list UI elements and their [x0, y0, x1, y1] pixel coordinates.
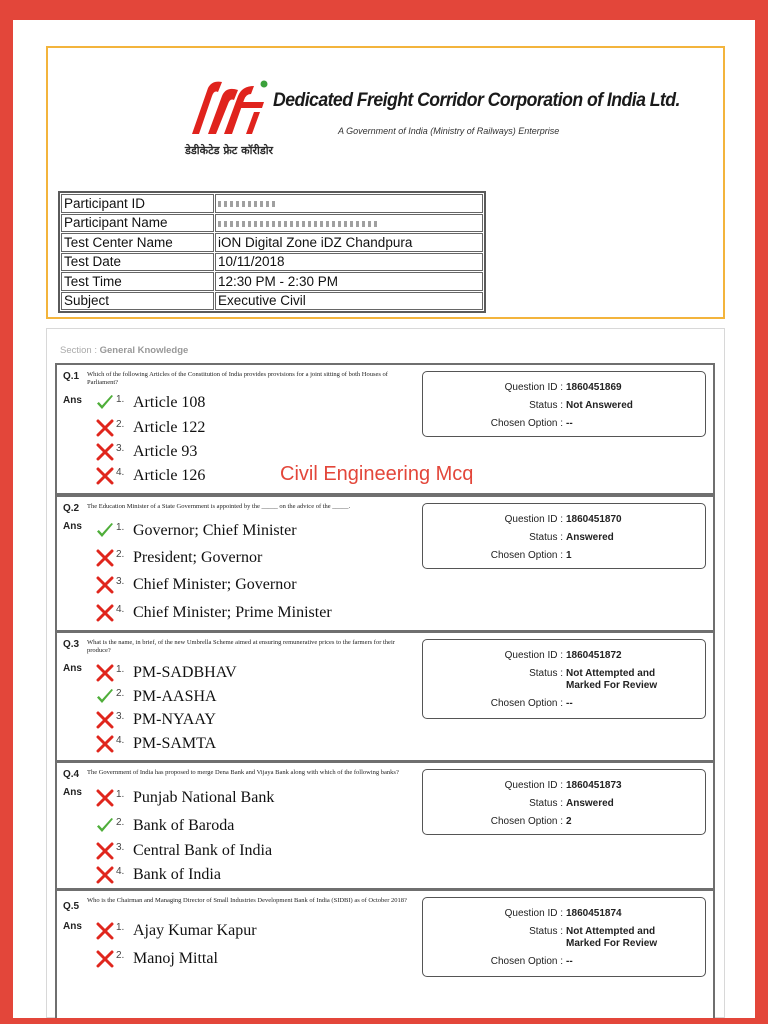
- chosen-option-value: 2: [566, 816, 572, 827]
- section-label: Section : General Knowledge: [60, 345, 189, 356]
- status-label: Status :: [529, 798, 563, 809]
- test-time-value: 12:30 PM - 2:30 PM: [215, 272, 483, 291]
- status-label: Status :: [529, 926, 563, 937]
- status-value: Answered: [566, 532, 614, 543]
- option-4: 4. Bank of India: [95, 865, 221, 885]
- question-info-box: [422, 371, 706, 437]
- subject-value: Executive Civil: [215, 292, 483, 311]
- option-4: 4. Chief Minister; Prime Minister: [95, 603, 332, 623]
- question-number: Q.3: [63, 639, 80, 650]
- question-block-3: [55, 631, 715, 763]
- chosen-option-value: --: [566, 956, 573, 967]
- question-id-label: Question ID :: [504, 650, 563, 661]
- table-row: [61, 214, 483, 233]
- chosen-option-label: Chosen Option :: [490, 550, 563, 561]
- option-4: 4. PM-SAMTA: [95, 734, 216, 754]
- question-info-box: [422, 769, 706, 835]
- question-text: Who is the Chairman and Managing Director of Small Industries Development Bank of India (SIDBI) as of October 2018?: [87, 897, 407, 904]
- option-3: 3. PM-NYAAY: [95, 710, 216, 730]
- option-4: 4. Article 126: [95, 466, 205, 486]
- question-info-box: [422, 503, 706, 569]
- question-number: Q.5: [63, 901, 80, 912]
- wrong-cross-icon: [95, 735, 115, 753]
- question-block-2: [55, 495, 715, 633]
- question-number: Q.1: [63, 371, 80, 382]
- wrong-cross-icon: [95, 419, 115, 437]
- chosen-option-value: --: [566, 698, 573, 709]
- chosen-option-label: Chosen Option :: [490, 816, 563, 827]
- participant-id-label: Participant ID: [61, 194, 214, 213]
- test-date-label: Test Date: [61, 253, 214, 272]
- test-date-value: 10/11/2018: [215, 253, 483, 272]
- question-id-label: Question ID :: [504, 908, 563, 919]
- wrong-cross-icon: [95, 842, 115, 860]
- question-info-box: [422, 639, 706, 719]
- option-1: 1. Ajay Kumar Kapur: [95, 921, 257, 941]
- wrong-cross-icon: [95, 443, 115, 461]
- redacted-value: [218, 201, 278, 207]
- table-row: [61, 272, 483, 291]
- question-text: The Education Minister of a State Government is appointed by the _____ on the advice of the _____.: [87, 503, 351, 510]
- option-3: 3. Chief Minister; Governor: [95, 575, 297, 595]
- chosen-option-label: Chosen Option :: [490, 956, 563, 967]
- question-info-box: [422, 897, 706, 977]
- option-2: 2. Bank of Baroda: [95, 816, 234, 836]
- question-text: What is the name, in brief, of the new Umbrella Scheme aimed at ensuring remunerative prices to the farmers for their produce?: [87, 639, 395, 654]
- option-3: 3. Article 93: [95, 442, 197, 462]
- chosen-option-label: Chosen Option :: [490, 698, 563, 709]
- status-value: Not Attempted and Marked For Review: [566, 668, 658, 691]
- status-label: Status :: [529, 668, 563, 679]
- question-number: Q.4: [63, 769, 80, 780]
- wrong-cross-icon: [95, 467, 115, 485]
- header-card: [46, 46, 725, 319]
- wrong-cross-icon: [95, 576, 115, 594]
- option-2: 2. Manoj Mittal: [95, 949, 218, 969]
- question-block-5: [55, 889, 715, 1018]
- option-1: 1. Article 108: [95, 393, 205, 413]
- question-id-label: Question ID :: [504, 780, 563, 791]
- correct-tick-icon: [95, 522, 115, 540]
- correct-tick-icon: [95, 394, 115, 412]
- question-text: Which of the following Articles of the Constitution of India provides provisions for a joint sitting of both Houses of Parliament?: [87, 371, 388, 386]
- ans-label: Ans: [63, 521, 82, 532]
- redacted-value: [218, 221, 378, 227]
- option-1: 1. PM-SADBHAV: [95, 663, 237, 683]
- wrong-cross-icon: [95, 950, 115, 968]
- logo-block: [178, 68, 680, 188]
- answer-sheet: [13, 20, 755, 1018]
- questions-card: [46, 328, 725, 1018]
- chosen-option-label: Chosen Option :: [490, 418, 563, 429]
- correct-tick-icon: [95, 817, 115, 835]
- status-value: Answered: [566, 798, 614, 809]
- organization-name: Dedicated Freight Corridor Corporation of India Ltd.: [273, 90, 680, 111]
- logo-hindi-text: डेडीकेटेड फ्रेट कॉरीडोर: [185, 144, 274, 157]
- participant-details-table: [58, 191, 486, 313]
- chosen-option-value: --: [566, 418, 573, 429]
- option-1: 1. Punjab National Bank: [95, 788, 274, 808]
- table-row: [61, 253, 483, 272]
- chosen-option-value: 1: [566, 550, 572, 561]
- organization-subtitle: A Government of India (Ministry of Railways) Enterprise: [338, 126, 560, 136]
- ans-label: Ans: [63, 395, 82, 406]
- status-label: Status :: [529, 532, 563, 543]
- test-center-value: iON Digital Zone iDZ Chandpura: [215, 233, 483, 252]
- question-id-value: 1860451873: [566, 780, 622, 791]
- table-row: [61, 194, 483, 213]
- ans-label: Ans: [63, 921, 82, 932]
- test-center-label: Test Center Name: [61, 233, 214, 252]
- status-label: Status :: [529, 400, 563, 411]
- option-2: 2. PM-AASHA: [95, 687, 217, 707]
- wrong-cross-icon: [95, 549, 115, 567]
- table-row: [61, 233, 483, 252]
- question-id-label: Question ID :: [504, 514, 563, 525]
- wrong-cross-icon: [95, 711, 115, 729]
- option-2: 2. Article 122: [95, 418, 205, 438]
- correct-tick-icon: [95, 688, 115, 706]
- question-id-value: 1860451869: [566, 382, 622, 393]
- status-value: Not Answered: [566, 400, 633, 411]
- question-id-value: 1860451870: [566, 514, 622, 525]
- wrong-cross-icon: [95, 664, 115, 682]
- subject-label: Subject: [61, 292, 214, 311]
- wrong-cross-icon: [95, 866, 115, 884]
- section-name: General Knowledge: [99, 345, 189, 356]
- question-number: Q.2: [63, 503, 80, 514]
- question-id-value: 1860451872: [566, 650, 622, 661]
- question-id-label: Question ID :: [504, 382, 563, 393]
- question-block-4: [55, 761, 715, 891]
- wrong-cross-icon: [95, 922, 115, 940]
- table-row: [61, 292, 483, 311]
- status-value: Not Attempted and Marked For Review: [566, 926, 658, 949]
- question-text: The Government of India has proposed to merge Dena Bank and Vijaya Bank along with which of the following banks?: [87, 769, 399, 776]
- participant-id-value: [215, 194, 483, 213]
- ans-label: Ans: [63, 663, 82, 674]
- participant-name-label: Participant Name: [61, 214, 214, 233]
- participant-name-value: [215, 214, 483, 233]
- wrong-cross-icon: [95, 604, 115, 622]
- wrong-cross-icon: [95, 789, 115, 807]
- option-1: 1. Governor; Chief Minister: [95, 521, 297, 541]
- dfc-logo-icon: [188, 74, 270, 142]
- watermark-text: Civil Engineering Mcq: [280, 463, 474, 485]
- ans-label: Ans: [63, 787, 82, 798]
- question-id-value: 1860451874: [566, 908, 622, 919]
- option-3: 3. Central Bank of India: [95, 841, 272, 861]
- test-time-label: Test Time: [61, 272, 214, 291]
- option-2: 2. President; Governor: [95, 548, 262, 568]
